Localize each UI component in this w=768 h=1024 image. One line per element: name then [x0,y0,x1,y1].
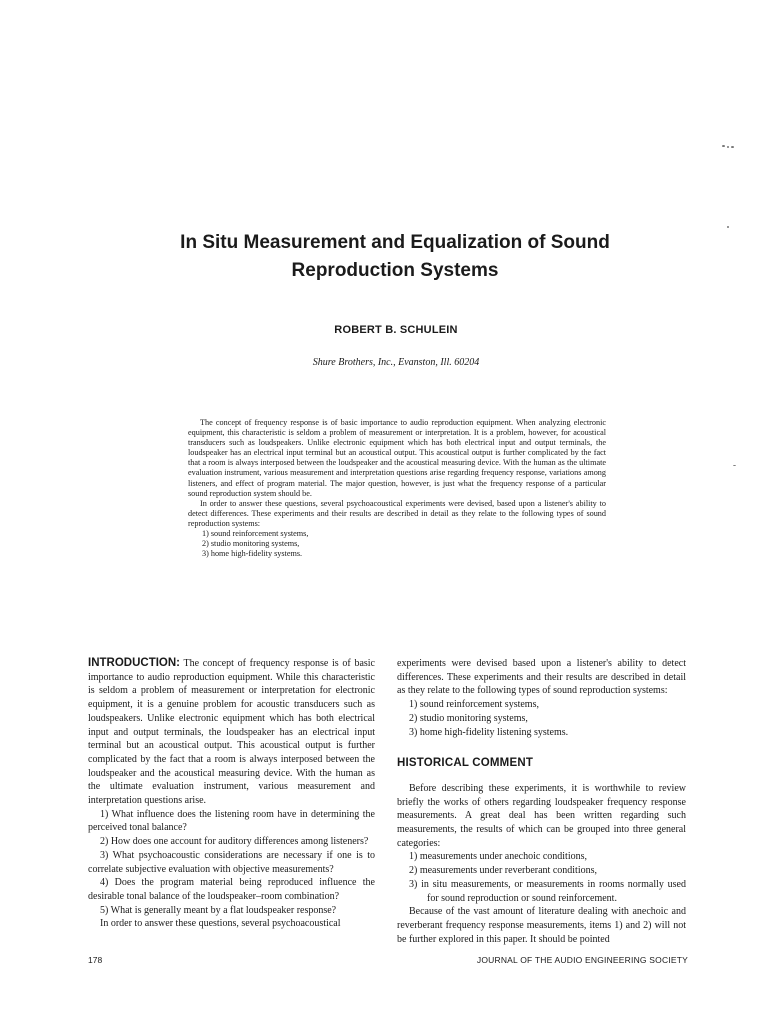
systems-list-item: 3) home high-fidelity listening systems. [409,726,569,738]
question-item: 1) What influence does the listening room have in determining the perceived tonal balance? [88,808,375,834]
abstract-list-item: 1) sound reinforcement systems, [202,529,309,539]
abstract-list-item: 3) home high-fidelity systems. [202,549,303,559]
paper-title-line-1: In Situ Measurement and Equalization of Sound [180,232,610,253]
categories-list-item: 3) in situ measurements, or measurements in rooms normally used for sound reproduction or sound reinforcement. [409,878,686,904]
question-item: 5) What is generally meant by a flat loudspeaker response? [100,904,337,916]
introduction-heading: INTRODUCTION: [88,657,180,669]
right-column-closing: Because of the vast amount of literature dealing with anechoic and reverberant frequency response measurements, items 1) and 2) will not be further explored in this paper. It should be pointed [397,906,686,945]
scan-speck [722,145,725,147]
paper-title-line-2: Reproduction Systems [291,260,499,281]
systems-list-item: 2) studio monitoring systems, [409,712,528,724]
systems-list-item: 1) sound reinforcement systems, [409,699,539,711]
abstract-list [188,529,606,559]
page-number: 178 [88,955,103,965]
abstract-paragraph-1: The concept of frequency response is of basic importance to audio reproduction equipment. When analyzing electronic equipment, this characteristic is seldom a problem of measurement or interpretation. It is a problem, however, for acoustical transducers such as loudspeakers. Unlike electronic equipment which has both electrical input and output terminals, the loudspeaker has an electrical input terminal but an acoustical output. This acoustical output is further complicated by the fact that a room is always interposed between the loudspeaker and the acoustical measuring device. With the human as the ultimate evaluation instrument, various measurement and interpretation questions arise regarding frequency response, variations among listeners, and effect of program material. The major question, however, is just what the frequency response of a particular sound reproduction system should be. [188,418,606,498]
categories-list-item: 2) measurements under reverberant conditions, [409,865,597,877]
categories-list-item: 1) measurements under anechoic conditions, [409,851,587,863]
section-heading: HISTORICAL COMMENT [397,757,534,770]
left-column-closing: In order to answer these questions, several psychoacoustical [100,918,341,930]
question-item: 3) What psychoacoustic considerations are necessary if one is to correlate subjective evaluation with objective measurements? [88,849,375,875]
abstract-list-item: 2) studio monitoring systems, [202,539,300,549]
introduction-text: The concept of frequency response is of basic importance to audio reproduction equipment. While this characteristic is seldom a problem of measurement or interpretation for electronic equipment, it is a genuine problem for acoustic transducers such as loudspeakers. Unlike electronic equipment which has both electrical input and output terminals, the loudspeaker has an electrical input terminal but an acoustical output. This acoustical output is further complicated by the fact that a room is always interposed between the loudspeaker and the acoustical measuring device. With the human as the ultimate evaluation instrument, various measurement and interpretation questions arise. [88,658,375,807]
author-affiliation: Shure Brothers, Inc., Evanston, Ill. 60204 [312,357,480,368]
scan-speck [733,465,736,466]
left-column [88,657,375,931]
scan-speck [727,226,729,228]
categories-list [397,850,686,905]
journal-name: JOURNAL OF THE AUDIO ENGINEERING SOCIETY [476,955,688,965]
scan-speck [731,146,734,148]
scan-speck [727,146,729,148]
question-item: 4) Does the program material being reproduced influence the desirable tonal balance of the loudspeaker–room combination? [88,877,375,902]
paper-title [100,229,690,285]
abstract-paragraph-2: In order to answer these questions, several psychoacoustical experiments were devised, based upon a listener's ability to detect differences. These experiments and their results are described in detail as they relate to the following types of sound reproduction systems: [188,498,606,528]
systems-list [397,698,686,739]
right-column-continuation: experiments were devised based upon a listener's ability to detect differences. These experiments and their results are described in detail as they relate to the following types of sound reproduction systems: [397,658,686,697]
abstract [188,418,606,559]
author-name: ROBERT B. SCHULEIN [334,324,458,336]
question-item: 2) How does one account for auditory differences among listeners? [100,836,369,848]
historical-paragraph: Before describing these experiments, it is worthwhile to review briefly the works of others regarding loudspeaker frequency response measurements. A great deal has been written regarding such measurements, the results of which can be grouped into three general categories: [397,782,686,849]
right-column [397,657,686,946]
introduction-paragraph [88,657,375,808]
